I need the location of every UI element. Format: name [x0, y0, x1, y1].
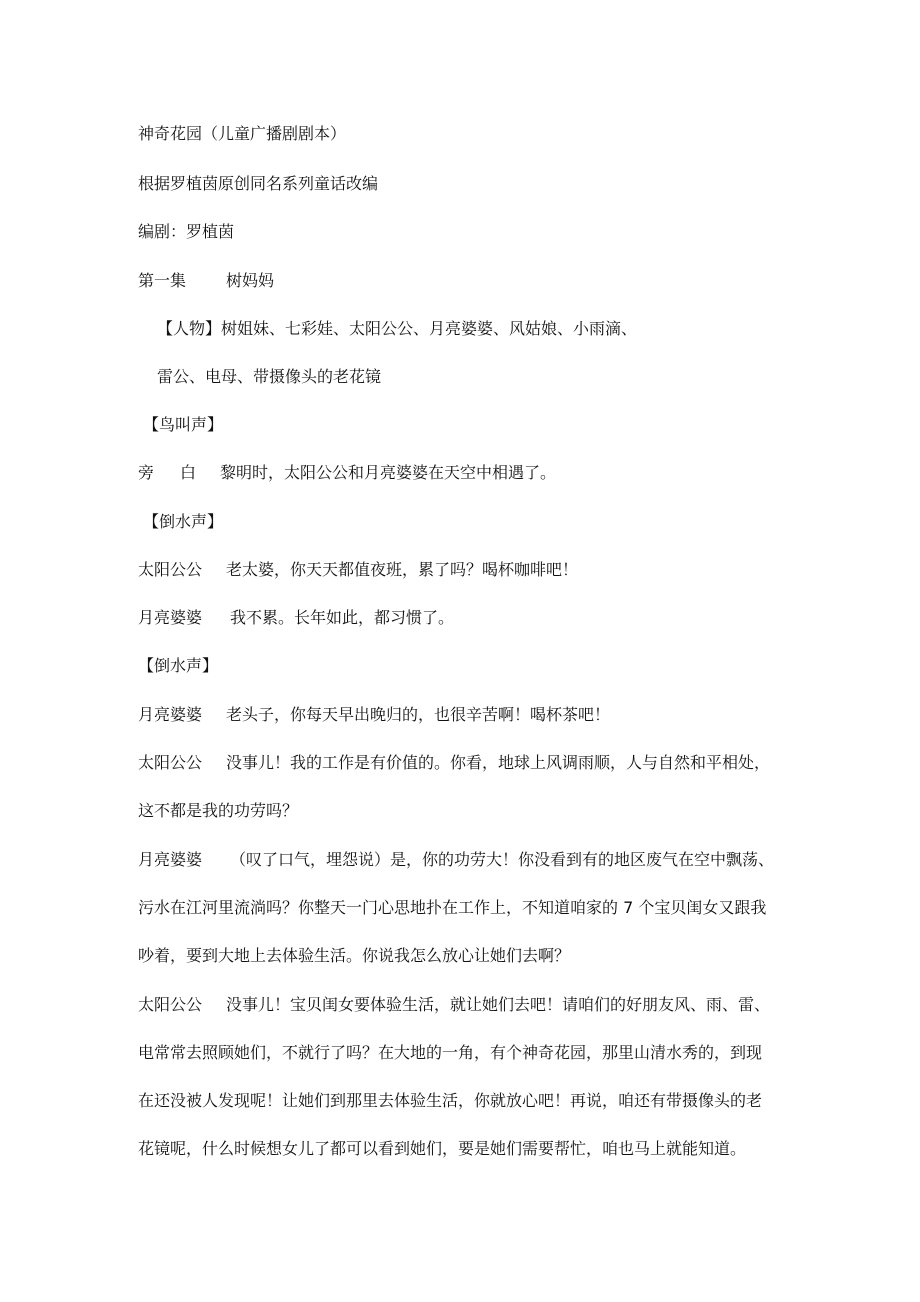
sound-effect-birds: 【鸟叫声】 — [143, 415, 224, 434]
dialogue-line — [138, 849, 774, 871]
speaker-name: 太阳公公 — [138, 753, 203, 772]
sound-effect-water-1: 【倒水声】 — [143, 512, 224, 531]
dialogue-text: 老头子，你每天早出晚归的，也很辛苦啊！喝杯茶吧！ — [226, 705, 611, 724]
dialogue-line — [138, 607, 454, 629]
episode-heading — [138, 270, 274, 292]
dialogue-continuation: 在还没被人发现呢！让她们到那里去体验生活，你就放心吧！再说，咱还有带摄像头的老 — [138, 1091, 763, 1110]
dialogue-line — [138, 559, 578, 581]
speaker-name: 月亮婆婆 — [138, 608, 203, 627]
dialogue-continuation: 花镜呢，什么时候想女儿了都可以看到她们，要是她们需要帮忙，咱也马上就能知道。 — [138, 1139, 747, 1158]
narrator-text: 黎明时，太阳公公和月亮婆婆在天空中相遇了。 — [220, 463, 557, 482]
characters-line-2: 雷公、电母、带摄像头的老花镜 — [157, 367, 382, 386]
dialogue-text: 我不累。长年如此，都习惯了。 — [230, 608, 455, 627]
episode-number: 第一集 — [138, 271, 187, 290]
sound-effect-water-2: 【倒水声】 — [138, 656, 219, 675]
narrator-speaker-b: 白 — [180, 463, 197, 482]
dialogue-continuation: 污水在江河里流淌吗？你整天一门心思地扑在工作上，不知道咱家的 7 个宝贝闺女又跟我 — [138, 898, 767, 917]
script-title: 神奇花园（儿童广播剧剧本） — [138, 124, 347, 143]
narrator-line — [138, 462, 556, 484]
characters-line-1: 【人物】树姐妹、七彩娃、太阳公公、月亮婆婆、风姑娘、小雨滴、 — [157, 319, 638, 338]
dialogue-text: （叹了口气，埋怨说）是，你的功劳大！你没看到有的地区废气在空中飘荡、 — [230, 850, 775, 869]
dialogue-line — [138, 704, 610, 726]
dialogue-text: 没事儿！宝贝闺女要体验生活，就让她们去吧！请咱们的好朋友风、雨、雷、 — [226, 995, 771, 1014]
dialogue-continuation: 这不都是我的功劳吗？ — [138, 801, 299, 820]
speaker-name: 月亮婆婆 — [138, 705, 203, 724]
dialogue-text: 没事儿！我的工作是有价值的。你看，地球上风调雨顺，人与自然和平相处， — [226, 753, 771, 772]
narrator-speaker-a: 旁 — [138, 463, 155, 482]
source-note: 根据罗植茵原创同名系列童话改编 — [138, 174, 379, 193]
dialogue-line — [138, 752, 770, 774]
speaker-name: 月亮婆婆 — [138, 850, 203, 869]
episode-name: 树妈妈 — [226, 271, 275, 290]
dialogue-text: 老太婆，你天天都值夜班，累了吗？喝杯咖啡吧！ — [226, 560, 579, 579]
writer-credit: 编剧：罗植茵 — [138, 222, 235, 241]
dialogue-line — [138, 994, 770, 1016]
dialogue-continuation: 吵着，要到大地上去体验生活。你说我怎么放心让她们去啊？ — [138, 946, 571, 965]
speaker-name: 太阳公公 — [138, 995, 203, 1014]
dialogue-continuation: 电常常去照顾她们，不就行了吗？在大地的一角，有个神奇花园，那里山清水秀的，到现 — [138, 1043, 763, 1062]
speaker-name: 太阳公公 — [138, 560, 203, 579]
